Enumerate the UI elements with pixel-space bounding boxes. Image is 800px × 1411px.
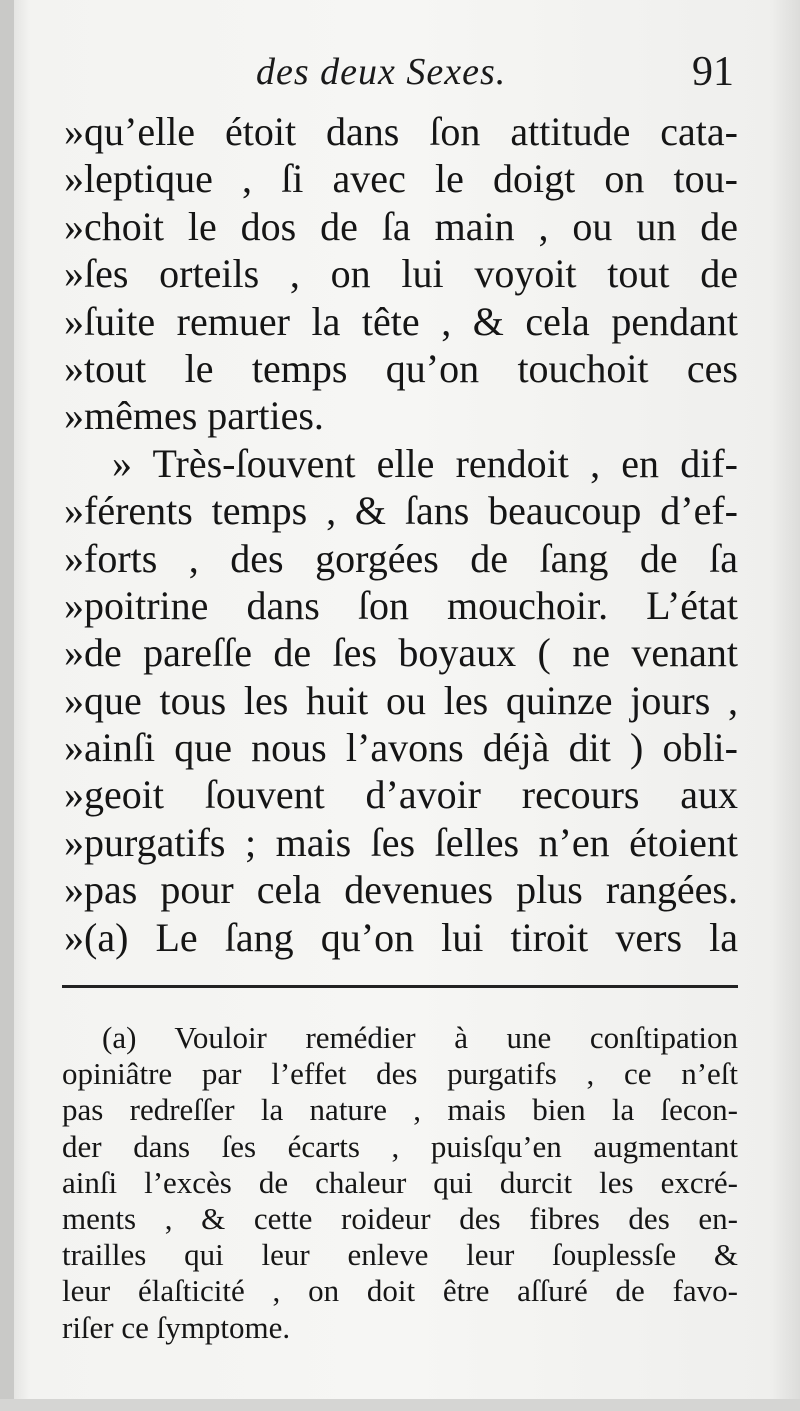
page-number: 91 bbox=[692, 49, 734, 95]
body-line: »purgatifs ; mais ſes ſelles n’en étoient bbox=[64, 819, 738, 865]
footnote-line: der dans ſes écarts , puisſqu’en augmentant bbox=[62, 1128, 738, 1164]
footnote-line: ments , & cette roideur des fibres des en- bbox=[62, 1200, 738, 1236]
footnote bbox=[62, 1020, 738, 1346]
body-line: »leptique , ſi avec le doigt on tou- bbox=[64, 156, 738, 202]
body-line: »mêmes parties. bbox=[64, 393, 324, 439]
body-line: »ſes orteils , on lui voyoit tout de bbox=[64, 251, 738, 297]
running-title: des deux Sexes. bbox=[256, 51, 507, 93]
page-left-edge bbox=[0, 0, 14, 1411]
body-line: »qu’elle étoit dans ſon attitude cata- bbox=[64, 109, 738, 154]
body-line: »férents temps , & ſans beaucoup d’ef- bbox=[64, 488, 738, 534]
body-line: »pas pour cela devenues plus rangées. bbox=[64, 867, 738, 913]
body-line: »que tous les huit ou les quinze jours , bbox=[64, 677, 738, 723]
body-text bbox=[64, 108, 738, 961]
body-line: »choit le dos de ſa main , ou un de bbox=[64, 203, 738, 249]
body-line: »tout le temps qu’on touchoit ces bbox=[64, 345, 738, 391]
body-line: »forts , des gorgées de ſang de ſa bbox=[64, 535, 738, 581]
footnote-line: opiniâtre par l’effet des purgatifs , ce n’eſt bbox=[62, 1056, 738, 1092]
body-line: » Très-ſouvent elle rendoit , en dif- bbox=[112, 440, 738, 486]
body-line: »poitrine dans ſon mouchoir. L’état bbox=[64, 582, 738, 628]
body-line: »geoit ſouvent d’avoir recours aux bbox=[64, 772, 738, 818]
footnote-line: riſer ce ſymptome. bbox=[62, 1309, 291, 1345]
body-line: »(a) Le ſang qu’on lui tiroit vers la bbox=[64, 914, 738, 960]
footnote-line: leur élaſticité , on doit être aſſuré de favo- bbox=[62, 1273, 738, 1309]
body-line: »ſuite remuer la tête , & cela pendant bbox=[64, 298, 738, 344]
body-line: »ainſi que nous l’avons déjà dit ) obli- bbox=[64, 725, 738, 771]
page-header bbox=[60, 50, 740, 100]
footnote-line: (a) Vouloir remédier à une conſtipation bbox=[102, 1020, 738, 1055]
footnote-line: ainſi l’excès de chaleur qui durcit les excré- bbox=[62, 1164, 738, 1200]
page-bottom-edge bbox=[0, 1399, 800, 1411]
footnote-line: pas redreſſer la nature , mais bien la ſecon- bbox=[62, 1092, 738, 1128]
footnote-rule bbox=[62, 985, 738, 988]
footnote-line: trailles qui leur enleve leur ſouplessſe & bbox=[62, 1237, 738, 1273]
body-line: »de pareſſe de ſes boyaux ( ne venant bbox=[64, 630, 738, 676]
